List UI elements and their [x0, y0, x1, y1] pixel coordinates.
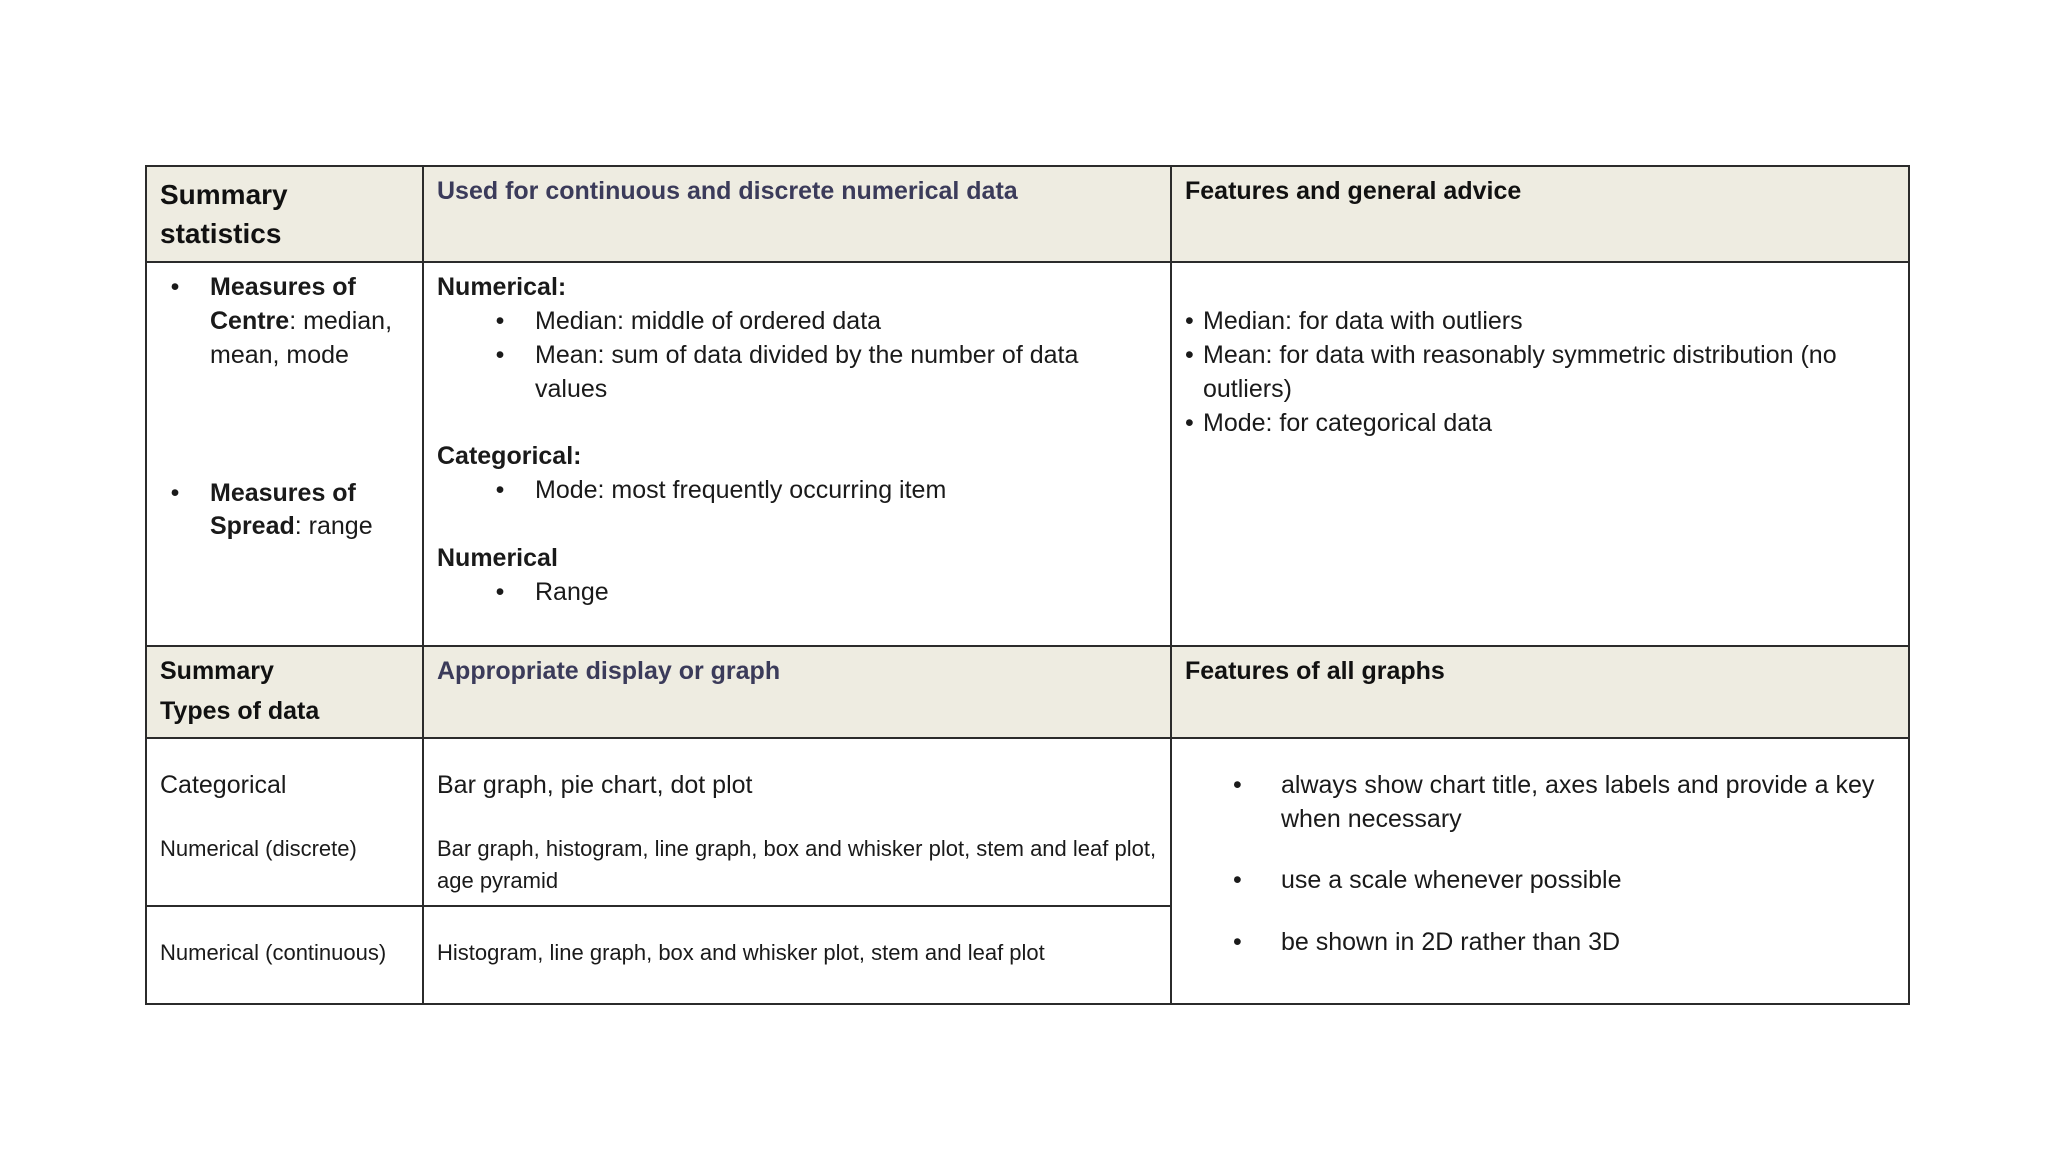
list-item-graph-feature-2: • use a scale whenever possible: [1281, 864, 1895, 898]
list-item-mean: • Mean: sum of data divided by the number of data values: [535, 339, 1157, 407]
list-item-graph-feature-3: • be shown in 2D rather than 3D: [1281, 926, 1895, 960]
numerical-list: [437, 305, 1157, 406]
categorical-graphs: Bar graph, pie chart, dot plot: [437, 770, 753, 799]
cell-measures: [146, 262, 423, 646]
header-features-graphs: [1171, 646, 1909, 738]
categorical-title: Categorical:: [437, 442, 582, 471]
table-header-row-statistics: [146, 166, 1909, 262]
header-features-graphs-text: Features of all graphs: [1185, 657, 1445, 686]
advice-list: [1185, 305, 1895, 440]
summary-table: [145, 165, 1910, 1005]
header-display-graph-text: Appropriate display or graph: [437, 657, 781, 686]
discrete-label: Numerical (discrete): [160, 835, 357, 861]
header-types-of-data: [146, 646, 423, 738]
header-types-line2: Types of data: [160, 697, 320, 726]
table-header-row-types: [146, 646, 1909, 738]
header-types-line1: Summary: [160, 657, 274, 686]
header-summary-statistics: [146, 166, 423, 262]
header-summary-statistics-text: Summary statistics: [160, 179, 288, 250]
list-item-mode: • Mode: most frequently occurring item: [535, 474, 1157, 508]
cell-categorical-types: [146, 738, 423, 906]
numerical2-title: Numerical: [437, 543, 558, 572]
numerical-title: Numerical:: [437, 273, 567, 302]
list-item-advice-median: • Median: for data with outliers: [1203, 305, 1895, 339]
graph-features-list: [1185, 769, 1895, 960]
spread-label: Measures of Spread: [210, 478, 356, 541]
spread-rest: : range: [294, 512, 373, 541]
cell-used-for: [423, 262, 1171, 646]
cell-features-advice: [1171, 262, 1909, 646]
continuous-label: Numerical (continuous): [160, 939, 387, 965]
cell-categorical-graphs: [423, 738, 1171, 906]
list-item-range: • Range: [535, 576, 1157, 610]
categorical-list: [437, 474, 1157, 508]
header-features-advice-text: Features and general advice: [1185, 177, 1522, 205]
centre-label: Measures of Centre: [210, 273, 356, 336]
list-item-advice-mean: • Mean: for data with reasonably symmetric distribution (no outliers): [1203, 339, 1895, 407]
cell-continuous-graphs: [423, 906, 1171, 1004]
header-display-graph: [423, 646, 1171, 738]
categorical-label: Categorical: [160, 770, 287, 799]
cell-graph-features: [1171, 738, 1909, 1004]
numerical2-list: [437, 576, 1157, 610]
list-item-centre: [210, 271, 409, 372]
list-item-advice-mode: • Mode: for categorical data: [1203, 407, 1895, 441]
header-used-for: [423, 166, 1171, 262]
spread-list: [160, 477, 409, 545]
table-row-categorical: [146, 738, 1909, 906]
list-item-graph-feature-1: • always show chart title, axes labels and provide a key when necessary: [1281, 769, 1895, 837]
discrete-graphs: Bar graph, histogram, line graph, box and whisker plot, stem and leaf plot, age pyramid: [437, 835, 1157, 893]
cell-continuous-type: [146, 906, 423, 1004]
header-features-advice: [1171, 166, 1909, 262]
table-row-statistics: [146, 262, 1909, 646]
list-item-spread: [210, 477, 409, 545]
measures-list: [160, 271, 409, 372]
continuous-graphs: Histogram, line graph, box and whisker plot, stem and leaf plot: [437, 939, 1045, 965]
header-used-for-text: Used for continuous and discrete numerical data: [437, 177, 1018, 205]
list-item-median: • Median: middle of ordered data: [535, 305, 1157, 339]
centre-rest: : median, mean, mode: [210, 307, 393, 369]
